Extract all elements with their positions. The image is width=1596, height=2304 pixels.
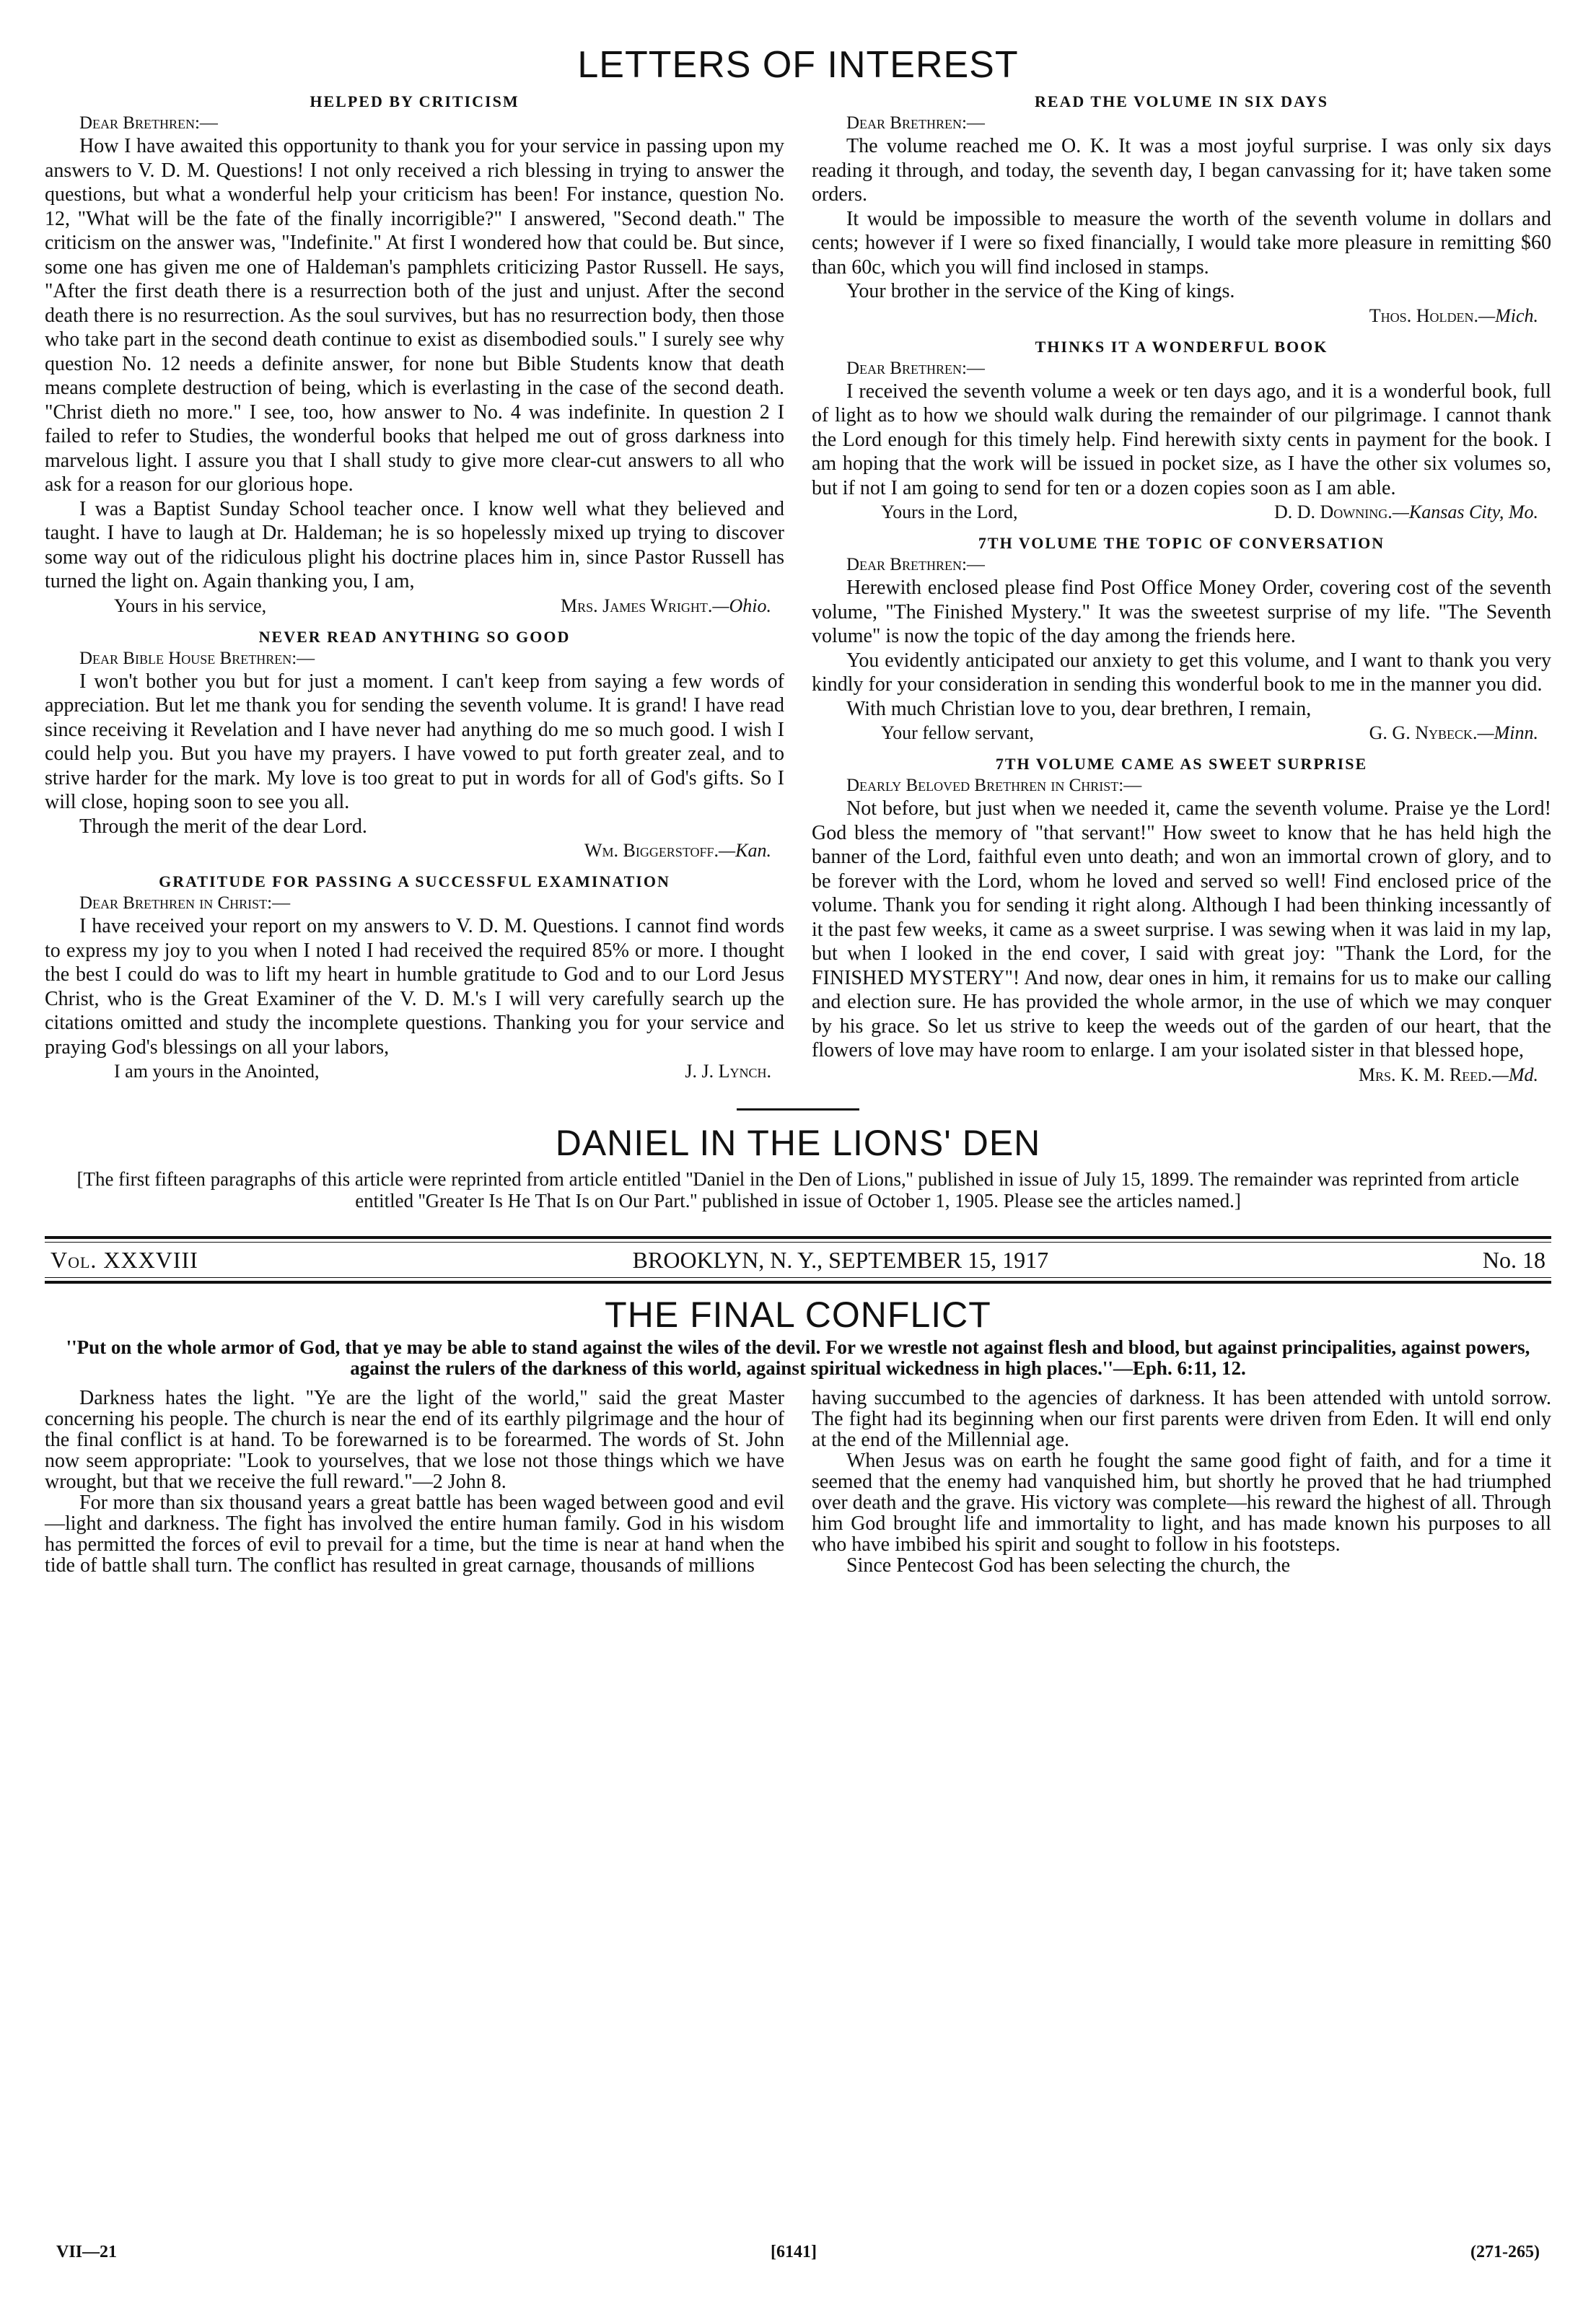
letter-salutation: Dear Brethren:—: [846, 113, 985, 133]
article-body: [45, 1388, 1551, 1576]
letter-signature: [45, 594, 784, 618]
letter-paragraph: Not before, but just when we needed it, came the seventh volume. Praise ye the Lord! God bless the memory of "that servant!" How sweet to know that he has held high the banner of the Lord, faithful even unto death; and won an immortal crown of glory, and to be forever with the Lord, whom he loved and served so well! Find enclosed price of the volume. Thank you for sending it right along. Although I had been thinking incessantly of it the past few weeks, it came as a sweet surprise. I was sewing when it was laid in my lap, but when I looked in the end cover, I said with great joy: "Thank the Lord, for the FINISHED MYSTERY"! And now, dear ones in him, it remains for us to make our calling and election sure. He has provided the whole armor, in the use of which we may conquer by his grace. So let us strive to keep the weeds out of the garden of our heart, that the flowers of love may have room to enlarge. I am your isolated sister in that blessed hope,: [812, 797, 1551, 1061]
article-right-column: [812, 1388, 1551, 1576]
article-paragraph: Darkness hates the light. "Ye are the light of the world," said the great Master concerning his people. The church is near the end of its earthly pilgrimage and the hour of the final conflict is at hand. To be forewarned is to be forearmed. The words of St. John now seem appropriate: "Look to yourselves, that we lose not those things which we have wrought, but that we receive the full reward."—2 John 8.: [45, 1386, 784, 1493]
letter-closing: Yours in the Lord,: [881, 501, 1018, 522]
article-left-column: [45, 1388, 784, 1576]
masthead-inner: [45, 1242, 1551, 1278]
letter: [45, 871, 784, 1083]
daniel-title: DANIEL IN THE LIONS' DEN: [555, 1122, 1041, 1163]
daniel-section: [45, 1122, 1551, 1212]
letter-heading: THINKS IT A WONDERFUL BOOK: [1035, 337, 1328, 356]
page-title: LETTERS OF INTEREST: [577, 44, 1019, 86]
location-date: BROOKLYN, N. Y., SEPTEMBER 15, 1917: [632, 1246, 1049, 1273]
letter-signature: [812, 1063, 1551, 1087]
signature-place: —Ohio.: [712, 595, 771, 616]
reprint-note: [The first fifteen paragraphs of this article were reprinted from article entitled ''Daniel in the Den of Lions,'' published in issue of July 15, 1899. The remainder was reprinted from article entitled ''Greater Is He That Is on Our Part.'' published in issue of October 1, 1905. Please see the articles named.]: [76, 1168, 1520, 1212]
letter-salutation: Dear Brethren:—: [846, 555, 985, 574]
letter-paragraph: Herewith enclosed please find Post Office Money Order, covering cost of the seventh volume, "The Finished Mystery." It was the sweetest surprise of my life. "The Seventh volume" is now the topic of the day among the friends here.: [812, 577, 1551, 647]
letter-signature: [812, 500, 1551, 524]
signature-name: G. G. Nybeck.: [1369, 722, 1478, 743]
letter-signature: [812, 304, 1551, 328]
letter: [812, 336, 1551, 525]
signature-place: —Kan.: [719, 840, 771, 861]
letter-paragraph: With much Christian love to you, dear brethren, I remain,: [846, 697, 1312, 720]
signature-name: J. J. Lynch.: [685, 1061, 771, 1082]
letter-heading: GRATITUDE FOR PASSING A SUCCESSFUL EXAMINATION: [159, 872, 670, 890]
page-footer: [45, 2243, 1551, 2262]
letter-closing: Your fellow servant,: [881, 722, 1034, 743]
letter-paragraph: I was a Baptist Sunday School teacher once. I know well what they believed and taught. I have to laugh at Dr. Haldeman; he is so hopelessly mixed up trying to discover some way out of the ridiculous plight his doctrine places him in, since Pastor Russell has turned the light on. Again thanking you, I am,: [45, 497, 784, 592]
letter-heading: HELPED BY CRITICISM: [310, 92, 519, 110]
letter-salutation: Dearly Beloved Brethren in Christ:—: [846, 776, 1142, 795]
article-paragraph: Since Pentecost God has been selecting the church, the: [846, 1554, 1291, 1577]
letter-paragraph: How I have awaited this opportunity to thank you for your service in passing upon my answers to V. D. M. Questions! I not only received a rich blessing in trying to answer the questions, but what a wonderful help your criticism has been! For instance, question No. 12, "What will be the fate of the finally incorrigible?" I answered, "Second death." The criticism on the answer was, "Indefinite." At first I wondered how that could be. But since, some one has given me one of Haldeman's pamphlets criticizing Pastor Russell. He says, "After the first death there is a resurrection both of the just and unjust. After the second death there is no resurrection. As the soul survives, but has no resurrection body, then those who take part in the second death continue to exist as disembodied souls." I surely see why question No. 12 needs a definite answer, for none but Bible Students know that death means complete destruction of being, which is everlasting in the case of the second death. "Christ dieth no more." I see, too, how answer to No. 4 was indefinite. In question 2 I failed to refer to Studies, the wonderful books that helped me out of gross darkness into marvelous light. I assure you that I shall study to give more clear-cut answers to all who ask for a reason for our glorious hope.: [45, 135, 784, 496]
letter-paragraph: It would be impossible to measure the worth of the seventh volume in dollars and cents; however if I were so fixed financially, I would take more pleasure in remitting $60 than 60c, which you will find inclosed in stamps.: [812, 207, 1551, 279]
letters-section: [45, 91, 1551, 1095]
letter-heading: 7TH VOLUME THE TOPIC OF CONVERSATION: [978, 534, 1385, 552]
article-epigraph: ''Put on the whole armor of God, that ye may be able to stand against the wiles of the devil. For we wrestle not against flesh and blood, but against principalities, against powers, against the rulers of the darkness of this world, against spiritual wickedness in high places.''—Eph. 6:11, 12.: [66, 1336, 1530, 1379]
letter: [45, 91, 784, 618]
footer-left: VII—21: [56, 2243, 118, 2261]
letter: [812, 533, 1551, 745]
letter-paragraph: You evidently anticipated our anxiety to get this volume, and I want to thank you very kindly for your consideration in sending this wonderful book to me in the manner you did.: [812, 649, 1551, 696]
letter-signature: [812, 721, 1551, 745]
signature-place: —Md.: [1491, 1064, 1538, 1085]
letter-salutation: Dear Brethren in Christ:—: [79, 893, 291, 913]
letter-paragraph: Your brother in the service of the King of kings.: [846, 280, 1235, 302]
letter-paragraph: I won't bother you but for just a moment. I can't keep from saying a few words of appreciation. But let me thank you for sending the seventh volume. It is grand! I have read since receiving it Revelation and I have never had anything do me so much good. I wish I could help you. But you have my prayers. I have vowed to put forth greater zeal, and to strive harder for the mark. My love is too great to put in words for all of God's gifts. So I will close, hoping soon to see you all.: [45, 670, 784, 813]
letter-heading: 7TH VOLUME CAME AS SWEET SURPRISE: [995, 755, 1368, 773]
section-divider: [737, 1108, 859, 1111]
letter: [812, 91, 1551, 328]
signature-name: Mrs. K. M. Reed.: [1358, 1064, 1492, 1085]
letter-closing: Yours in his service,: [114, 595, 267, 616]
letter-paragraph: I have received your report on my answers to V. D. M. Questions. I cannot find words to express my joy to you when I noted I had received the required 85% or more. I thought the best I could do was to lift my heart in humble gratitude to God and to our Lord Jesus Christ, who is the Great Examiner of the V. D. M.'s I will very carefully search up the citations omitted and study the incomplete questions. Thanking you for your service and praying God's blessings on all your labors,: [45, 915, 784, 1059]
letter-signature: [45, 838, 784, 862]
article-paragraph: having succumbed to the agencies of darkness. It has been attended with untold sorrow. The fight had its beginning when our first parents were driven from Eden. It will end only at the end of the Millennial age.: [812, 1386, 1551, 1451]
letter-salutation: Dear Brethren:—: [846, 358, 985, 378]
signature-place: —Minn.: [1477, 722, 1538, 743]
signature-name: Wm. Biggerstoff.: [584, 840, 719, 861]
masthead: [45, 1236, 1551, 1284]
letter-salutation: Dear Brethren:—: [79, 113, 218, 133]
signature-place: —Kansas City, Mo.: [1392, 501, 1538, 522]
letter-signature: [45, 1059, 784, 1083]
letters-left-column: [45, 91, 784, 1095]
volume-label: Vol. XXXVIII: [51, 1246, 198, 1273]
signature-name: Thos. Holden.: [1369, 305, 1478, 326]
signature-place: —Mich.: [1478, 305, 1538, 326]
letter: [45, 626, 784, 863]
letter-paragraph: Through the merit of the dear Lord.: [79, 815, 367, 838]
article-paragraph: For more than six thousand years a great battle has been waged between good and evil—light and darkness. The fight has involved the entire human family. God in his wisdom has permitted the forces of evil to prevail for a time, but the time is near at hand when the tide of battle shall turn. The conflict has resulted in great carnage, thousands of millions: [45, 1491, 784, 1577]
page: [45, 43, 1551, 2273]
letter-paragraph: I received the seventh volume a week or ten days ago, and it is a wonderful book, full of light as to how we should walk during the remainder of our pilgrimage. I cannot thank the Lord enough for this timely help. Find herewith sixty cents in payment for the book. I am hoping that the work will be issued in pocket size, as I have the other six volumes so, but if not I am going to send for ten or a dozen copies soon as I am able.: [812, 380, 1551, 499]
final-conflict-section: [45, 1294, 1551, 1576]
footer-page-number: [6141]: [771, 2243, 817, 2261]
letter: [812, 753, 1551, 1087]
article-paragraph: When Jesus was on earth he fought the same good fight of faith, and for a time it seemed that the enemy had vanquished him, but shortly he proved that he had triumphed over death and the grave. His victory was complete—his reward the highest of all. Through him God brought life and immortality to light, and has made known his purposes to all who have imbibed his spirit and sought to follow in his footsteps.: [812, 1449, 1551, 1556]
signature-name: Mrs. James Wright.: [561, 595, 713, 616]
letter-salutation: Dear Bible House Brethren:—: [79, 648, 315, 668]
footer-right: (271-265): [1470, 2243, 1540, 2261]
article-title: THE FINAL CONFLICT: [605, 1294, 991, 1335]
letter-closing: I am yours in the Anointed,: [114, 1061, 320, 1082]
letter-heading: NEVER READ ANYTHING SO GOOD: [258, 627, 571, 646]
signature-name: D. D. Downing.: [1273, 501, 1393, 522]
letters-right-column: [812, 91, 1551, 1095]
letter-heading: READ THE VOLUME IN SIX DAYS: [1034, 92, 1329, 110]
letter-paragraph: The volume reached me O. K. It was a most joyful surprise. I was only six days reading it through, and today, the seventh day, I began canvassing for it; have taken some orders.: [812, 135, 1551, 206]
issue-number: No. 18: [1482, 1246, 1545, 1273]
